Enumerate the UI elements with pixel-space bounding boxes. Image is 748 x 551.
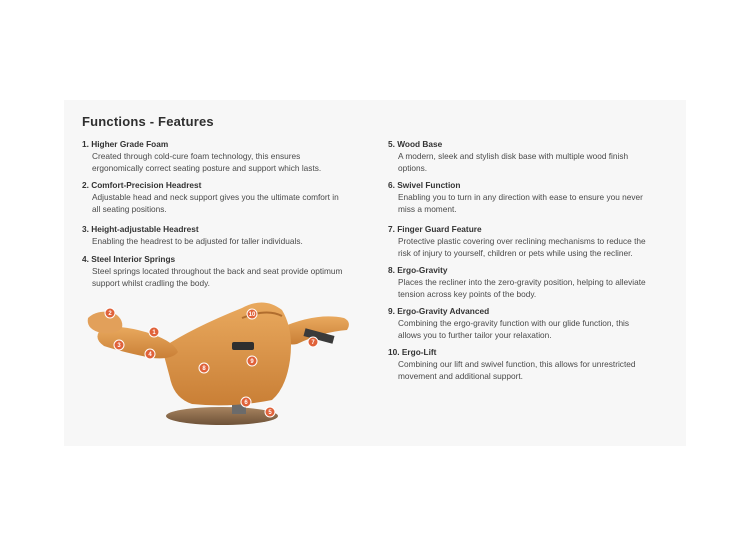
feature-7 xyxy=(388,223,646,259)
marker-label: 6 xyxy=(244,400,248,406)
page-title: Functions - Features xyxy=(82,114,214,129)
control-panel xyxy=(232,342,254,350)
marker-label: 4 xyxy=(148,352,152,358)
feature-3 xyxy=(82,223,303,247)
feature-desc: movement and additional support. xyxy=(398,371,523,381)
feature-number: 8. xyxy=(388,265,395,275)
feature-desc: ergonomically correct seating posture and support which lasts. xyxy=(92,163,322,173)
feature-desc: support whilst cradling the body. xyxy=(92,278,210,288)
feature-number: 6. xyxy=(388,180,395,190)
feature-6 xyxy=(388,179,643,215)
feature-name: Steel Interior Springs xyxy=(91,254,176,264)
feature-desc: miss a moment. xyxy=(398,204,457,214)
feature-number: 10. xyxy=(388,347,400,357)
wood-base xyxy=(166,407,278,425)
feature-desc: options. xyxy=(398,163,428,173)
marker-label: 3 xyxy=(117,343,121,349)
feature-5 xyxy=(388,138,628,174)
feature-desc: Combining our lift and swivel function, this allows for unrestricted xyxy=(398,359,636,369)
seat-body xyxy=(162,302,291,405)
feature-desc: Protective plastic covering over reclining mechanisms to reduce the xyxy=(398,236,646,246)
marker-label: 1 xyxy=(152,330,156,336)
feature-4 xyxy=(82,253,342,289)
feature-2 xyxy=(82,179,339,215)
feature-name: Wood Base xyxy=(397,139,443,149)
feature-number: 4. xyxy=(82,254,89,264)
feature-desc: Enabling the headrest to be adjusted for taller individuals. xyxy=(92,236,303,246)
feature-number: 7. xyxy=(388,224,395,234)
feature-name: Comfort-Precision Headrest xyxy=(91,180,202,190)
feature-desc: Steel springs located throughout the back and seat provide optimum xyxy=(92,266,343,276)
feature-number: 1. xyxy=(82,139,89,149)
feature-desc: Enabling you to turn in any direction with ease to ensure you never xyxy=(398,192,643,202)
marker-label: 7 xyxy=(311,340,315,346)
feature-desc: risk of injury to yourself, children or pets while using the recliner. xyxy=(398,248,633,258)
feature-desc: Places the recliner into the zero-gravity position, helping to alleviate xyxy=(398,277,646,287)
recliner-chair-illustration xyxy=(82,288,352,433)
feature-9 xyxy=(388,305,629,341)
feature-desc: Combining the ergo-gravity function with our glide function, this xyxy=(398,318,630,328)
marker-label: 8 xyxy=(202,366,206,372)
feature-desc: tension across key points of the body. xyxy=(398,289,537,299)
feature-name: Ergo-Gravity xyxy=(397,265,448,275)
feature-desc: Adjustable head and neck support gives you the ultimate comfort in xyxy=(92,192,339,202)
feature-name: Height-adjustable Headrest xyxy=(91,224,199,234)
marker-label: 9 xyxy=(250,359,254,365)
marker-label: 5 xyxy=(268,410,272,416)
feature-name: Finger Guard Feature xyxy=(397,224,482,234)
feature-name: Ergo-Gravity Advanced xyxy=(397,306,490,316)
feature-number: 3. xyxy=(82,224,89,234)
feature-desc: A modern, sleek and stylish disk base with multiple wood finish xyxy=(398,151,629,161)
feature-desc: allows you to further tailor your relaxation. xyxy=(398,330,552,340)
feature-name: Ergo-Lift xyxy=(401,347,437,357)
feature-number: 9. xyxy=(388,306,395,316)
feature-name: Higher Grade Foam xyxy=(91,139,169,149)
feature-1 xyxy=(82,138,321,174)
marker-label: 2 xyxy=(108,311,112,317)
feature-desc: all seating positions. xyxy=(92,204,167,214)
marker-label: 10 xyxy=(248,312,256,318)
feature-10 xyxy=(388,346,636,382)
feature-name: Swivel Function xyxy=(397,180,461,190)
feature-number: 5. xyxy=(388,139,395,149)
feature-number: 2. xyxy=(82,180,89,190)
feature-8 xyxy=(388,264,646,300)
feature-desc: Created through cold-cure foam technology, this ensures xyxy=(92,151,301,161)
